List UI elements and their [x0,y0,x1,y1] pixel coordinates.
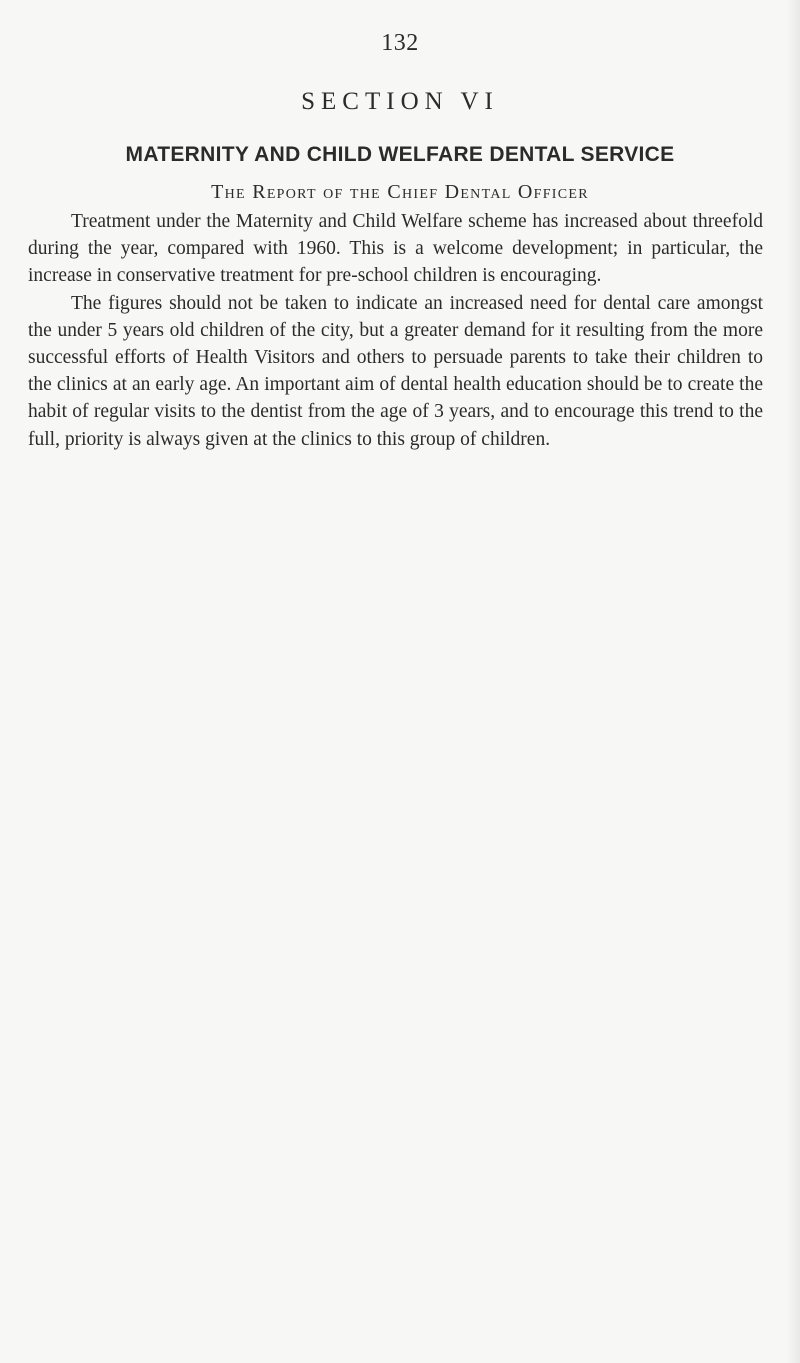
page-number: 132 [381,30,419,56]
page-edge-shadow [786,0,800,1363]
body-text [28,208,763,453]
section-title: SECTION VI [301,88,499,115]
paragraph: The figures should not be taken to indicate an increased need for dental care amongst the under 5 years old children of the city, but a greater demand for it resulting from the more successful efforts of Health Visitors and others to persuade parents to take their children to the clinics at an early age. An important aim of dental health education should be to create the habit of regular visits to the dentist from the age of 3 years, and to encourage this trend to the full, priority is always given at the clinics to this group of children. [28,292,763,450]
main-heading: MATERNITY AND CHILD WELFARE DENTAL SERVICE [125,143,675,166]
paragraph: Treatment under the Maternity and Child Welfare scheme has increased about threefold during the year, compared with 1960. This is a welcome development; in particular, the increase in conservative treatment for pre-school children is encouraging. [28,211,763,287]
sub-heading: The Report of the Chief Dental Officer [211,181,589,203]
